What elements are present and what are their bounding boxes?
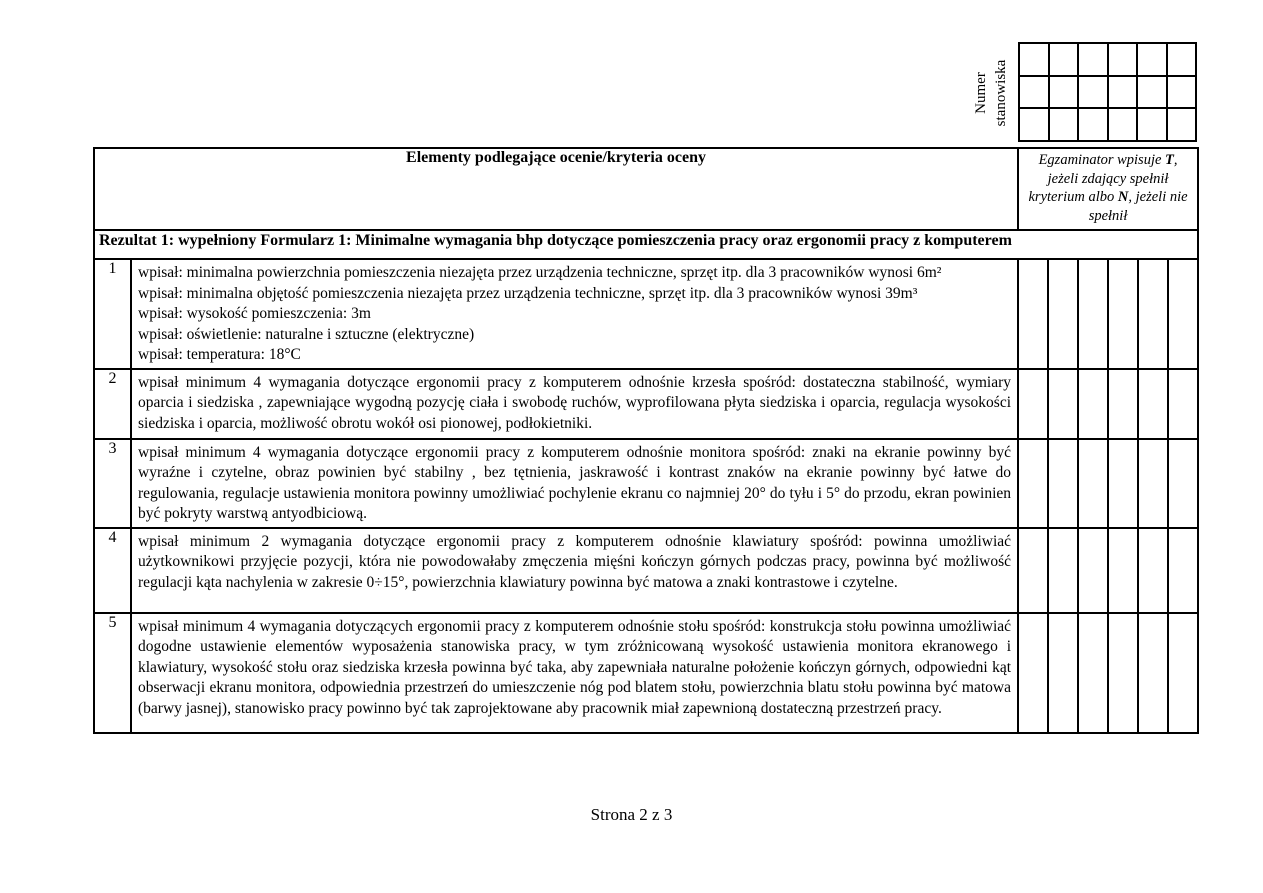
criteria-header-cell: [94, 148, 1018, 230]
criterion-text-cell: [131, 613, 1018, 733]
station-number-grid: [1018, 42, 1197, 142]
examiner-instruction-cell: [1018, 148, 1198, 230]
station-grid-cell: [1078, 108, 1108, 141]
mark-cell: [1078, 259, 1108, 369]
station-grid-cell: [1167, 43, 1197, 76]
criterion-number: 4: [94, 528, 131, 613]
mark-cell: [1078, 439, 1108, 528]
criterion-text: wpisał minimum 4 wymagania dotyczące ergonomii pracy z komputerem odnośnie monitora spośród: znaki na ekranie powinny być wyraźne i czytelne, obraz powinien być stabilny , bez tętnienia, jaskrawość i kontrast znaków na ekranie powinny być łatwe do regulowania, regulacje ustawienia monitora powinny umożliwiać pochylenie ekranu co najmniej 20° do tyłu i 5° do przodu, ekran powinien być pokryty warstwą antyodbiciową.: [138, 443, 1012, 522]
mark-cell: [1108, 259, 1138, 369]
station-label-line1: Numer: [973, 72, 989, 114]
station-label-line2: stanowiska: [993, 59, 1009, 127]
station-grid-cell: [1108, 76, 1138, 109]
mark-cell: [1048, 439, 1078, 528]
mark-cell: [1138, 259, 1168, 369]
criterion-text: wpisał minimum 4 wymagania dotyczące ergonomii pracy z komputerem odnośnie krzesła spośród: dostateczna stabilność, wymiary oparcia i siedziska , zapewniające wygodną pozycję ciała i swobodę ruchów, wyprofilowana płyta siedziska i oparcia, regulacja wysokości siedziska i oparcia, możliwość obrotu wokół osi pionowej, podłokietniki.: [138, 373, 1012, 432]
mark-cell: [1078, 528, 1108, 613]
mark-cell: [1168, 613, 1198, 733]
station-number-label: [971, 47, 1013, 139]
result-1-header-row: [94, 230, 1198, 259]
station-grid-cell: [1137, 43, 1167, 76]
mark-cell: [1108, 369, 1138, 439]
criterion-number: 2: [94, 369, 131, 439]
criterion-number: 5: [94, 613, 131, 733]
mark-cell: [1168, 439, 1198, 528]
page-number: Strona 2 z 3: [590, 805, 673, 824]
mark-cell: [1048, 369, 1078, 439]
mark-cell: [1078, 369, 1108, 439]
criterion-line: wpisał: oświetlenie: naturalne i sztuczne (elektryczne): [138, 325, 475, 343]
mark-cell: [1108, 613, 1138, 733]
mark-cell: [1168, 528, 1198, 613]
criterion-row-4: [94, 528, 1198, 613]
criterion-text-cell: [131, 439, 1018, 528]
mark-cell: [1108, 528, 1138, 613]
station-grid-cell: [1049, 43, 1079, 76]
criterion-number: 3: [94, 439, 131, 528]
mark-cell: [1168, 369, 1198, 439]
criterion-text: wpisał minimum 4 wymagania dotyczących ergonomii pracy z komputerem odnośnie stołu spośród: konstrukcja stołu powinna umożliwiać dogodne ustawienie elementów wyposażenia stanowiska pracy, w tym zróżnicowaną wysokość ustawienia monitora ekranowego i klawiatury, wysokość stołu oraz siedziska krzesła powinna być taka, aby zapewniała naturalne położenie kończyn górnych, odpowiedni kąt obserwacji ekranu monitora, odpowiednia przestrzeń do umieszczenie nóg pod blatem stołu, powierzchnia blatu stołu powinna być matowa (barwy jasnej), stanowisko pracy powinno być tak zaprojektowane aby pracownik miał zapewnioną dostateczną przestrzeń pracy.: [138, 617, 1012, 717]
criterion-row-2: [94, 369, 1198, 439]
table-header-row: [94, 148, 1198, 230]
examiner-note-part: , jeżeli zdający spełnił kryterium albo: [1028, 152, 1178, 205]
mark-cell: [1138, 439, 1168, 528]
station-grid-cell: [1167, 108, 1197, 141]
station-grid-cell: [1108, 43, 1138, 76]
mark-cell: [1018, 528, 1048, 613]
station-grid-cell: [1108, 108, 1138, 141]
mark-cell: [1018, 369, 1048, 439]
criterion-row-3: [94, 439, 1198, 528]
examiner-note-t: T: [1165, 152, 1174, 168]
mark-cell: [1138, 613, 1168, 733]
mark-cell: [1138, 528, 1168, 613]
criterion-row-5: [94, 613, 1198, 733]
criterion-line: wpisał: temperatura: 18°C: [138, 346, 301, 363]
criterion-number: 1: [94, 259, 131, 369]
mark-cell: [1018, 259, 1048, 369]
station-grid-cell: [1019, 76, 1049, 109]
criterion-text-cell: [131, 528, 1018, 613]
mark-cell: [1048, 259, 1078, 369]
station-grid-cell: [1078, 76, 1108, 109]
mark-cell: [1138, 369, 1168, 439]
station-grid-cell: [1049, 108, 1079, 141]
station-grid-cell: [1137, 108, 1167, 141]
mark-cell: [1048, 613, 1078, 733]
criterion-text-cell: [131, 369, 1018, 439]
mark-cell: [1078, 613, 1108, 733]
examiner-note-part: Egzaminator wpisuje: [1038, 152, 1166, 168]
criterion-line: wpisał: minimalna powierzchnia pomieszczenia niezajęta przez urządzenia techniczne, sprzęt itp. dla 3 pracowników wynosi 6m²: [138, 264, 942, 281]
mark-cell: [1018, 613, 1048, 733]
criteria-header-title: Elementy podlegające ocenie/kryteria oceny: [406, 149, 706, 166]
page-footer: [0, 805, 1263, 825]
station-grid-row: [1019, 43, 1196, 76]
result-1-header: Rezultat 1: wypełniony Formularz 1: Minimalne wymagania bhp dotyczące pomieszczenia pracy oraz ergonomii pracy z komputerem: [94, 230, 1198, 259]
criterion-line: wpisał: minimalna objętość pomieszczenia niezajęta przez urządzenia techniczne, sprzęt itp. dla 3 pracowników wynosi 39m³: [138, 284, 918, 302]
criterion-text-cell: [131, 259, 1018, 369]
mark-cell: [1108, 439, 1138, 528]
station-grid-cell: [1019, 108, 1049, 141]
mark-cell: [1018, 439, 1048, 528]
examiner-note-n: N: [1117, 189, 1129, 205]
mark-cell: [1168, 259, 1198, 369]
evaluation-table: [93, 147, 1199, 734]
examiner-note-part: , jeżeli nie spełnił: [1088, 189, 1188, 224]
station-grid-cell: [1049, 76, 1079, 109]
station-grid-row: [1019, 76, 1196, 109]
station-grid-cell: [1019, 43, 1049, 76]
criterion-row-1: [94, 259, 1198, 369]
criterion-text: wpisał minimum 2 wymagania dotyczące ergonomii pracy z komputerem odnośnie klawiatury spośród: powinna umożliwiać użytkownikowi przyjęcie pozycji, która nie powodowałaby zmęczenia mięśni kończyn górnych podczas pracy, powinna być możliwość regulacji kąta nachylenia w zakresie 0÷15°, powierzchnia klawiatury powinna być matowa a znaki kontrastowe i czytelne.: [138, 532, 1012, 591]
station-grid-cell: [1078, 43, 1108, 76]
station-grid-cell: [1137, 76, 1167, 109]
station-grid-cell: [1167, 76, 1197, 109]
station-grid-row: [1019, 108, 1196, 141]
criterion-line: wpisał: wysokość pomieszczenia: 3m: [138, 305, 371, 322]
mark-cell: [1048, 528, 1078, 613]
